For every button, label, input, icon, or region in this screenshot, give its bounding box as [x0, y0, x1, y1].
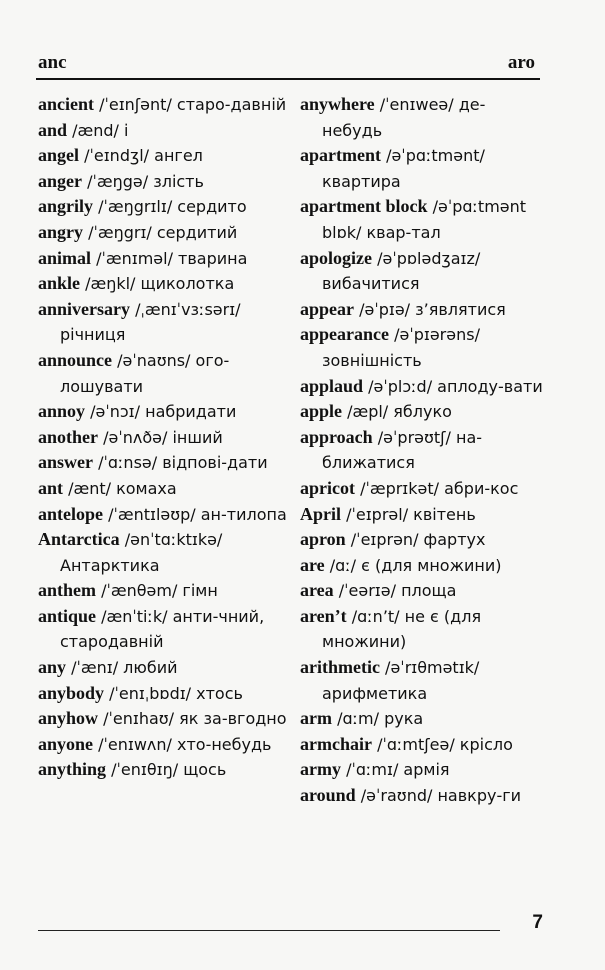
entry-body: /ˈenɪhaʊ/ як за-вгодно	[98, 709, 287, 729]
entry-body: /ˈæŋgrɪ/ сердитий	[83, 222, 238, 242]
entry-body: /ˈeərɪə/ площа	[333, 581, 457, 601]
entry-body: /əˈnʌðə/ інший	[98, 427, 223, 447]
dictionary-entry	[300, 502, 545, 528]
entry-body: /ˌænɪˈvɜːsərɪ/ річниця	[60, 299, 241, 345]
dictionary-entry	[38, 681, 296, 707]
entry-headword: and	[38, 119, 68, 140]
entry-body: /ˈæŋgrɪlɪ/ сердито	[93, 197, 247, 217]
entry-body: /ˈeɪprəl/ квітень	[341, 504, 476, 524]
entry-headword: ant	[38, 477, 64, 498]
entry-body: /ˈɑːnsə/ відпові-дати	[93, 453, 268, 473]
dictionary-entry	[38, 297, 296, 348]
entry-headword: any	[38, 657, 67, 678]
entry-body: /ˈenɪθɪŋ/ щось	[106, 760, 227, 780]
entry-body: /ænd/ і	[67, 120, 129, 140]
entry-body: /ɑː/ є (для множини)	[324, 555, 502, 575]
entry-headword: apple	[300, 401, 343, 422]
entry-headword: anywhere	[300, 94, 375, 114]
dictionary-entry	[38, 399, 296, 425]
entry-body: /ˈenɪwʌn/ хто-небудь	[93, 734, 272, 754]
dictionary-entry	[300, 527, 545, 553]
dictionary-entry	[38, 348, 296, 399]
entry-body: /ænˈtiːk/ анти-чний, стародавній	[60, 606, 265, 652]
dictionary-entry	[38, 118, 296, 144]
dictionary-entry	[300, 732, 545, 758]
entry-headword: approach	[300, 426, 373, 447]
dictionary-entry	[300, 143, 545, 194]
dictionary-entry	[300, 553, 545, 579]
entry-headword: angry	[38, 221, 83, 242]
entry-headword: antique	[38, 605, 97, 626]
dictionary-entry	[38, 502, 296, 528]
entry-headword: anyone	[38, 733, 94, 754]
entry-headword: announce	[38, 349, 113, 370]
dictionary-entry	[38, 757, 296, 783]
header-rule	[36, 78, 540, 80]
entry-body: /ˈænθəm/ гімн	[96, 581, 218, 601]
entry-headword: are	[300, 554, 325, 575]
dictionary-entry	[38, 655, 296, 681]
entry-headword: Antarctica	[38, 529, 120, 550]
entry-headword: aren’t	[300, 605, 347, 626]
entry-headword: apricot	[300, 477, 355, 498]
dictionary-entry	[300, 92, 545, 143]
entry-headword: antelope	[38, 503, 103, 524]
entry-headword: anger	[38, 170, 82, 191]
page-number: 7	[532, 912, 543, 933]
dictionary-entry	[38, 220, 296, 246]
entry-headword: ancient	[38, 94, 94, 114]
running-head	[38, 50, 535, 74]
dictionary-entry	[38, 92, 296, 118]
entry-body: /ˈæntɪləʊp/ ан-тилопа	[103, 504, 287, 524]
entry-headword: angel	[38, 145, 80, 166]
dictionary-entry	[300, 655, 545, 706]
entry-body: /ˈeɪnʃənt/ старо-давній	[94, 95, 287, 114]
entry-headword: annoy	[38, 401, 86, 422]
entry-headword: apartment block	[300, 196, 428, 217]
entry-headword: appear	[300, 298, 354, 319]
entry-body: /ˈæŋgə/ злість	[82, 171, 204, 191]
entry-body: /ˈænɪ/ любий	[66, 658, 178, 678]
dictionary-entry	[300, 578, 545, 604]
entry-headword: arithmetic	[300, 657, 380, 678]
dictionary-entry	[300, 425, 545, 476]
entry-body: /əˈraʊnd/ навкру-ги	[355, 786, 522, 806]
entry-headword: arm	[300, 708, 332, 729]
entry-headword: applaud	[300, 375, 364, 396]
entry-body: /ˈæprɪkət/ абри-кос	[354, 478, 519, 498]
entry-headword: angrily	[38, 196, 94, 217]
entry-headword: animal	[38, 247, 92, 268]
left-column	[38, 92, 296, 783]
entry-headword: answer	[38, 452, 93, 473]
entry-body: /ænt/ комаха	[63, 478, 177, 498]
entry-body: /əˈnaʊns/ ого-лошувати	[60, 350, 230, 396]
entry-headword: anybody	[38, 682, 105, 703]
entry-headword: armchair	[300, 733, 372, 754]
header-left-guide-word: anc	[38, 52, 67, 73]
dictionary-entry	[300, 604, 545, 655]
dictionary-entry	[38, 425, 296, 451]
entry-body: /əˈnɔɪ/ набридати	[85, 402, 237, 422]
entry-body: /ɑːn’t/ не є (для множини)	[322, 606, 482, 652]
dictionary-entry	[38, 476, 296, 502]
dictionary-entry	[38, 732, 296, 758]
entry-body: /əˈpɪə/ з’являтися	[354, 299, 506, 319]
dictionary-entry	[38, 169, 296, 195]
entry-headword: anyhow	[38, 708, 99, 729]
dictionary-entry	[38, 527, 296, 578]
dictionary-entry	[300, 706, 545, 732]
entry-body: /æŋkl/ щиколотка	[80, 274, 235, 294]
footer-rule	[38, 930, 500, 931]
dictionary-entry	[38, 194, 296, 220]
dictionary-entry	[300, 757, 545, 783]
dictionary-entry	[300, 322, 545, 373]
entry-headword: anthem	[38, 580, 96, 601]
entry-headword: army	[300, 759, 341, 780]
entry-body: /əˈrɪθmətɪk/ арифметика	[322, 658, 480, 703]
entry-body: /əˈprəʊtʃ/ на-ближатися	[322, 427, 483, 473]
dictionary-entry	[38, 271, 296, 297]
entry-headword: area	[300, 580, 334, 601]
dictionary-entry	[300, 399, 545, 425]
entry-body: /əˈpɑːtmənt/ квартира	[322, 146, 485, 191]
entry-body: /ɑːm/ рука	[331, 709, 424, 729]
dictionary-entry	[38, 143, 296, 169]
dictionary-entry	[300, 194, 545, 245]
entry-headword: appearance	[300, 324, 389, 345]
entry-headword: around	[300, 785, 356, 806]
entry-body: /ənˈtɑːktɪkə/ Антарктика	[60, 530, 223, 575]
entry-body: /əˈpɒlədʒaɪz/ вибачитися	[322, 248, 481, 294]
entry-body: /əˈplɔːd/ аплоду-вати	[363, 376, 543, 396]
entry-body: /ˈænɪməl/ тварина	[91, 248, 248, 268]
right-column	[300, 92, 545, 809]
dictionary-entry	[300, 246, 545, 297]
dictionary-entry	[38, 604, 296, 655]
dictionary-entry	[300, 476, 545, 502]
dictionary-entry	[38, 578, 296, 604]
entry-headword: anything	[38, 759, 107, 780]
entry-headword: anniversary	[38, 298, 130, 319]
dictionary-entry	[38, 450, 296, 476]
entry-body: /ˈeɪndʒl/ ангел	[79, 146, 203, 166]
entry-body: /əˈpɪərəns/ зовнішність	[322, 325, 480, 370]
entry-body: /ˈenɪˌbɒdɪ/ хтось	[104, 683, 243, 703]
header-right-guide-word: aro	[507, 52, 535, 73]
entry-body: /ˈɑːmtʃeə/ крісло	[371, 734, 513, 754]
entry-headword: April	[300, 503, 342, 524]
dictionary-entry	[38, 706, 296, 732]
entry-body: /ˈenɪweə/ де-небудь	[322, 95, 486, 140]
dictionary-entry	[300, 374, 545, 400]
entry-body: /æpl/ яблуко	[342, 402, 452, 422]
entry-headword: apologize	[300, 247, 372, 268]
entry-headword: apartment	[300, 145, 381, 166]
dictionary-entry	[300, 297, 545, 323]
entry-headword: another	[38, 426, 98, 447]
entry-body: /əˈpɑːtmənt blɒk/ квар-тал	[322, 197, 527, 242]
dictionary-entry	[300, 783, 545, 809]
dictionary-entry	[38, 246, 296, 272]
entry-headword: apron	[300, 529, 346, 550]
entry-body: /ˈɑːmɪ/ армія	[340, 760, 450, 780]
entry-body: /ˈeɪprən/ фартух	[345, 530, 486, 550]
entry-headword: ankle	[38, 273, 81, 294]
